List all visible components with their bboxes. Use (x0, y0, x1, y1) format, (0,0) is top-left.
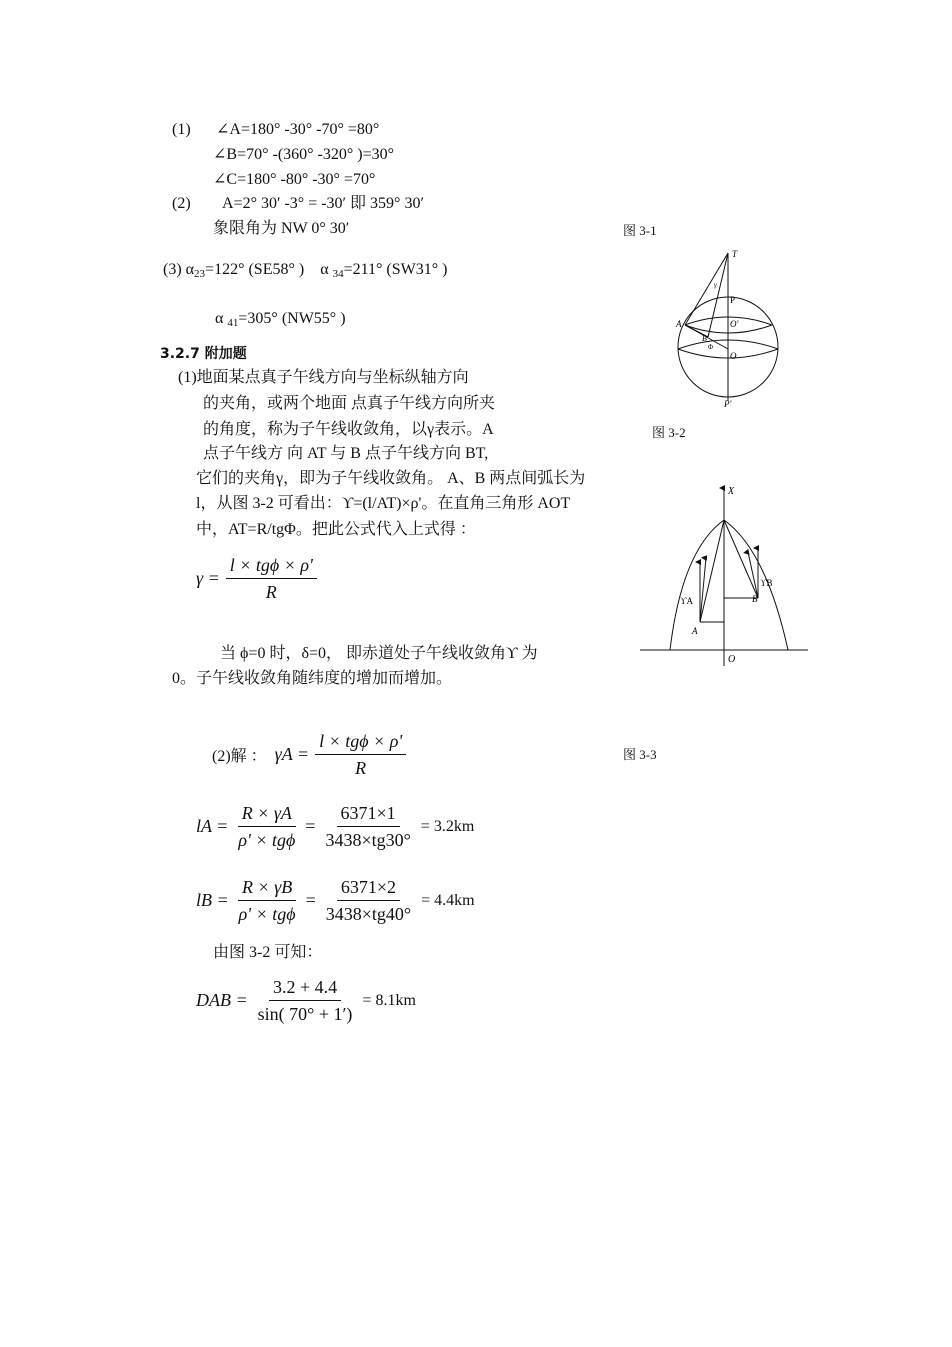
figure-3-1-caption: 图 3-1 (623, 223, 657, 238)
label-b: B (702, 334, 707, 343)
tangent-bt (708, 253, 728, 337)
meridian-convergence-diagram (636, 480, 812, 670)
figure-3-2-caption: 图 3-2 (652, 425, 686, 440)
paragraph-line-8: 当 ϕ=0 时，δ=0， 即赤道处子午线收敛角ϒ 为 (220, 645, 538, 662)
formula-gamma-a-denominator: R (355, 758, 367, 778)
item-2-number: (2) (172, 195, 191, 212)
paragraph-line-5: 它们的夹角γ，即为子午线收敛角。 A、B 两点间弧长为 (196, 470, 586, 487)
formula-gamma-a-fraction (315, 730, 406, 779)
label-p-prime: P' (724, 399, 732, 409)
label-gamma-b: ϒB (760, 578, 773, 588)
formula-lb-result: = 4.4km (421, 891, 475, 909)
paragraph-line-9: 0。子午线收敛角随纬度的增加而增加。 (172, 670, 453, 687)
formula-la-lhs: lA = (196, 816, 229, 836)
alpha-34-value: =211° (SW31° ) (343, 261, 448, 278)
formula-dab-fraction (254, 976, 357, 1025)
formula-la: lA = $\frac{R \times \gamma A}{\text{ρ' × tgϕ}}$ = $\frac{6371\times 1}{3438\times tg30^\circ}$ = 3.2km (196, 803, 475, 850)
formula-lb: lB = $\frac{R \times \gamma B}{\text{ρ' × tgϕ}}$ = $\frac{6371\times 2}{3438\times tg40^\circ}$ = 4.4km (196, 877, 475, 924)
paragraph-line-4: 点子午线方 向 AT 与 B 点子午线方向 BT, (203, 445, 489, 462)
formula-la-denominator-2: 3438×tg30° (325, 830, 411, 850)
sphere-diagram (670, 245, 790, 415)
formula-dab (196, 976, 416, 1025)
true-north-arrow-a (700, 558, 706, 622)
figure-3-3-caption: 图 3-3 (623, 747, 657, 762)
formula-gamma-lhs: γ = (196, 568, 220, 588)
item-3-line (163, 260, 447, 284)
formula-dab-lhs: DAB = (196, 990, 248, 1010)
formula-lb-fraction-2 (322, 876, 415, 925)
formula-gamma-a (212, 730, 412, 779)
formula-lb-lhs: lB = (196, 890, 229, 910)
angle-c-line: ∠C=180° -80° -30° =70° (213, 171, 376, 188)
formula-gamma-denominator: R (265, 582, 277, 602)
formula-gamma-numerator: l × tgϕ × ρ' (226, 554, 317, 579)
formula-lb-denominator-1: ρ' × tgϕ (238, 904, 296, 924)
alpha-41-line (215, 309, 346, 333)
formula-la-numerator-1: R × γA (238, 802, 296, 827)
formula-lb-denominator-2: 3438×tg40° (325, 904, 412, 924)
formula-la-denominator-1: ρ' × tgϕ (238, 830, 296, 850)
label-p: P (730, 295, 736, 305)
label-phi: Φ (708, 343, 714, 351)
paragraph-line-2: 的夹角，或两个地面 点真子午线方向所夹 (203, 395, 496, 412)
formula-la-fraction-1 (234, 802, 299, 851)
label-a: A (676, 319, 682, 329)
section-heading: 3.2.7 附加题 (160, 346, 247, 362)
paragraph-line-1: (1)地面某点真子午线方向与坐标纵轴方向 (178, 369, 469, 386)
formula-lb-numerator-2: 6371×2 (337, 876, 400, 901)
label-gamma-a: ϒA (680, 596, 693, 606)
angle-b-line: ∠B=70° -(360° -320° )=30° (213, 146, 395, 163)
formula-la-fraction-2 (321, 802, 414, 851)
formula-dab-result: = 8.1km (362, 991, 416, 1009)
alpha-34-subscript: 34 (332, 268, 344, 280)
paragraph-line-3: 的角度，称为子午线收敛角，以γ表示。A (203, 421, 494, 438)
alpha-34-prefix: α (320, 261, 329, 278)
quadrant-angle-line: 象限角为 NW 0° 30′ (213, 220, 350, 237)
label-o-prime: O' (730, 319, 739, 329)
label-b: B (752, 594, 758, 604)
paragraph-line-7: 中，AT=R/tgΦ。把此公式代入上式得 ： (196, 521, 476, 538)
solution-label: (2)解 ： (212, 748, 267, 765)
formula-lb-fraction-1 (235, 876, 300, 925)
formula-dab-numerator: 3.2 + 4.4 (269, 976, 341, 1001)
tangent-at (685, 253, 728, 325)
alpha-41-prefix: α (215, 310, 224, 327)
alpha-41-subscript: 41 (227, 317, 239, 329)
label-t: T (732, 249, 738, 259)
label-gamma: γ (714, 281, 717, 289)
formula-la-numerator-2: 6371×1 (337, 802, 400, 827)
label-o: O (728, 654, 736, 665)
formula-gamma-a-numerator: l × tgϕ × ρ' (315, 730, 406, 755)
known-from-figure: 由图 3-2 可知： (213, 944, 323, 961)
line-bt (724, 520, 758, 598)
item-1-number: (1) (172, 121, 191, 138)
label-o: O (730, 351, 737, 361)
label-a: A (692, 626, 698, 636)
alpha-23-subscript: 23 (194, 268, 206, 280)
label-x: X (728, 486, 735, 497)
alpha-23-prefix: (3) α (163, 261, 195, 278)
formula-dab-denominator: sin( 70° + 1′) (257, 1004, 353, 1024)
formula-gamma-a-lhs: γA = (274, 744, 310, 764)
line-at (700, 520, 724, 622)
paragraph-line-6: l，从图 3-2 可看出：ϒ=(l/AT)×ρ'。在直角三角形 AOT (196, 495, 571, 512)
azimuth-a-line: A=2° 30′ -3° = -30′ 即 359° 30′ (222, 195, 424, 212)
alpha-23-value: =122° (SE58° ) (205, 261, 305, 278)
formula-gamma-fraction (226, 554, 317, 603)
formula-lb-numerator-1: R × γB (238, 876, 296, 901)
formula-la-result: = 3.2km (420, 817, 475, 835)
angle-a-line: ∠A=180° -30° -70° =80° (216, 121, 380, 138)
alpha-41-value: =305° (NW55° ) (238, 310, 346, 327)
formula-gamma (196, 554, 323, 603)
